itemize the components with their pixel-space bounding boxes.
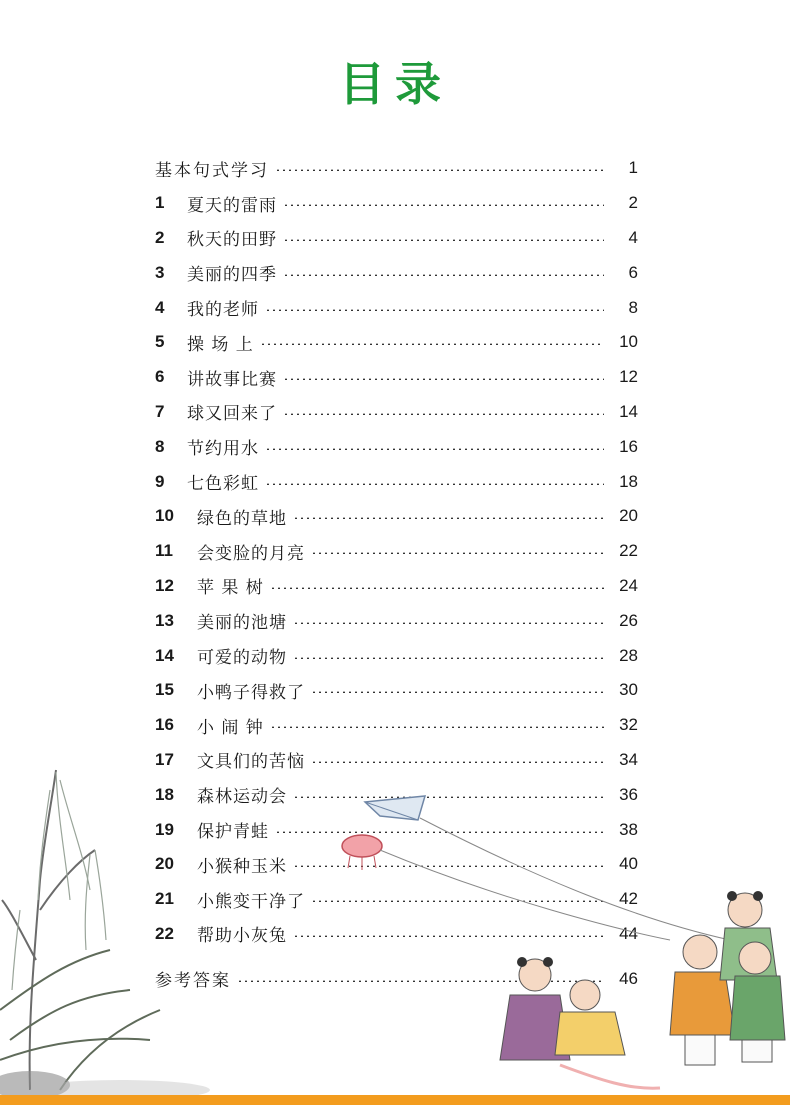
- toc-page-number: 34: [619, 749, 638, 769]
- toc-label: 参考答案: [155, 971, 231, 992]
- leader-dots: [270, 726, 604, 728]
- toc-page-number: 40: [619, 854, 638, 874]
- leader-dots: [265, 448, 604, 450]
- toc-label: 文具们的苦恼: [197, 752, 305, 773]
- toc-label: 小猴种玉米: [197, 856, 287, 877]
- toc-number: 4: [155, 297, 165, 317]
- toc-page-number: 26: [619, 610, 638, 630]
- toc-number: 19: [155, 819, 174, 839]
- toc-label: 美丽的四季: [187, 265, 277, 286]
- toc-page-number: 30: [619, 680, 638, 700]
- kite-butterfly-icon: [342, 835, 382, 870]
- toc-page-number: 32: [619, 715, 638, 735]
- toc-label: 苹 果 树: [197, 578, 264, 599]
- toc-row[interactable]: [155, 743, 638, 778]
- toc-label: 节约用水: [187, 439, 259, 460]
- toc-label: 七色彩虹: [187, 474, 259, 495]
- toc-row[interactable]: [155, 395, 638, 430]
- toc-number: 5: [155, 332, 165, 352]
- toc-page-number: 8: [628, 297, 638, 317]
- toc-label: 小鸭子得救了: [197, 682, 305, 703]
- toc-label: 森林运动会: [197, 787, 287, 808]
- toc-number: 22: [155, 923, 174, 943]
- toc-number: 3: [155, 262, 165, 282]
- toc-label: 小熊变干净了: [197, 891, 305, 912]
- child-yellow-kneeling: [555, 980, 660, 1088]
- toc-number: 1: [155, 193, 165, 213]
- page-title: 目录: [339, 57, 451, 111]
- leader-dots: [270, 587, 604, 589]
- toc-page-number: 36: [619, 784, 638, 804]
- toc-number: 16: [155, 715, 174, 735]
- toc-label: 帮助小灰兔: [197, 926, 287, 947]
- toc-page-number: 18: [619, 471, 638, 491]
- toc-number: 10: [155, 506, 174, 526]
- toc-number: 8: [155, 436, 165, 456]
- toc-row[interactable]: [155, 464, 638, 499]
- toc-number: 17: [155, 749, 174, 769]
- leader-dots: [265, 483, 604, 485]
- leader-dots: [260, 343, 604, 345]
- toc-label: 夏天的雷雨: [187, 195, 277, 216]
- toc-page-number: 16: [619, 436, 638, 456]
- toc-label: 秋天的田野: [187, 230, 277, 251]
- toc-row[interactable]: [155, 534, 638, 569]
- toc-row[interactable]: [155, 290, 638, 325]
- toc-label: 我的老师: [187, 300, 259, 321]
- toc-number: 15: [155, 680, 174, 700]
- leader-dots: [311, 691, 604, 693]
- leader-dots: [283, 274, 604, 276]
- toc-page-number: 10: [619, 332, 638, 352]
- toc-label: 保护青蛙: [197, 822, 269, 843]
- toc-page-number: 42: [619, 889, 638, 909]
- leader-dots: [283, 378, 604, 380]
- toc-number: 6: [155, 367, 165, 387]
- children-flying-kites-illustration: [340, 790, 790, 1100]
- toc-page-number: 1: [628, 158, 638, 178]
- leader-dots: [293, 517, 604, 519]
- toc-label: 小 闹 钟: [197, 717, 264, 738]
- toc-number: 13: [155, 610, 174, 630]
- toc-number: 20: [155, 854, 174, 874]
- toc-page-number: 38: [619, 819, 638, 839]
- toc-page-number: 12: [619, 367, 638, 387]
- toc-row[interactable]: [155, 708, 638, 743]
- toc-page-number: 44: [619, 923, 638, 943]
- toc-row[interactable]: [155, 499, 638, 534]
- toc-row[interactable]: [155, 360, 638, 395]
- toc-page-number: 14: [619, 401, 638, 421]
- toc-page-number: 46: [619, 968, 638, 988]
- toc-page-number: 4: [628, 227, 638, 247]
- footer-bar: [0, 1095, 790, 1105]
- leader-dots: [275, 169, 604, 171]
- toc-label: 绿色的草地: [197, 508, 287, 529]
- leader-dots: [311, 761, 604, 763]
- toc-number: 7: [155, 401, 165, 421]
- toc-page-number: 2: [628, 193, 638, 213]
- leader-dots: [283, 239, 604, 241]
- leader-dots: [265, 309, 604, 311]
- toc-row[interactable]: [155, 429, 638, 464]
- toc-label: 操 场 上: [187, 334, 254, 355]
- toc-label: 球又回来了: [187, 404, 277, 425]
- toc-row[interactable]: [155, 221, 638, 256]
- toc-label: 美丽的池塘: [197, 613, 287, 634]
- toc-number: 18: [155, 784, 174, 804]
- toc-row[interactable]: [155, 569, 638, 604]
- toc-number: 12: [155, 575, 174, 595]
- leader-dots: [293, 622, 604, 624]
- toc-row[interactable]: [155, 325, 638, 360]
- toc-label: 讲故事比赛: [187, 369, 277, 390]
- toc-page-number: 20: [619, 506, 638, 526]
- toc-row[interactable]: [155, 673, 638, 708]
- toc-row[interactable]: [155, 638, 638, 673]
- toc-label: 基本句式学习: [155, 160, 269, 181]
- kite-swallow-icon: [365, 796, 425, 820]
- toc-page-number: 6: [628, 262, 638, 282]
- leader-dots: [283, 204, 604, 206]
- toc-page-number: 22: [619, 541, 638, 561]
- willow-tree-ink-illustration: [0, 760, 210, 1100]
- toc-row[interactable]: [155, 255, 638, 290]
- toc-row-intro[interactable]: [155, 151, 638, 186]
- leader-dots: [293, 657, 604, 659]
- toc-label: 可爱的动物: [197, 648, 287, 669]
- toc-number: 14: [155, 645, 174, 665]
- toc-number: 2: [155, 227, 165, 247]
- leader-dots: [311, 552, 604, 554]
- toc-number: 11: [155, 541, 173, 561]
- toc-number: 9: [155, 471, 165, 491]
- toc-page-number: 24: [619, 575, 638, 595]
- toc-number: 21: [155, 889, 174, 909]
- toc-page-number: 28: [619, 645, 638, 665]
- leader-dots: [283, 413, 604, 415]
- toc-row[interactable]: [155, 603, 638, 638]
- toc-label: 会变脸的月亮: [197, 543, 305, 564]
- toc-row[interactable]: [155, 186, 638, 221]
